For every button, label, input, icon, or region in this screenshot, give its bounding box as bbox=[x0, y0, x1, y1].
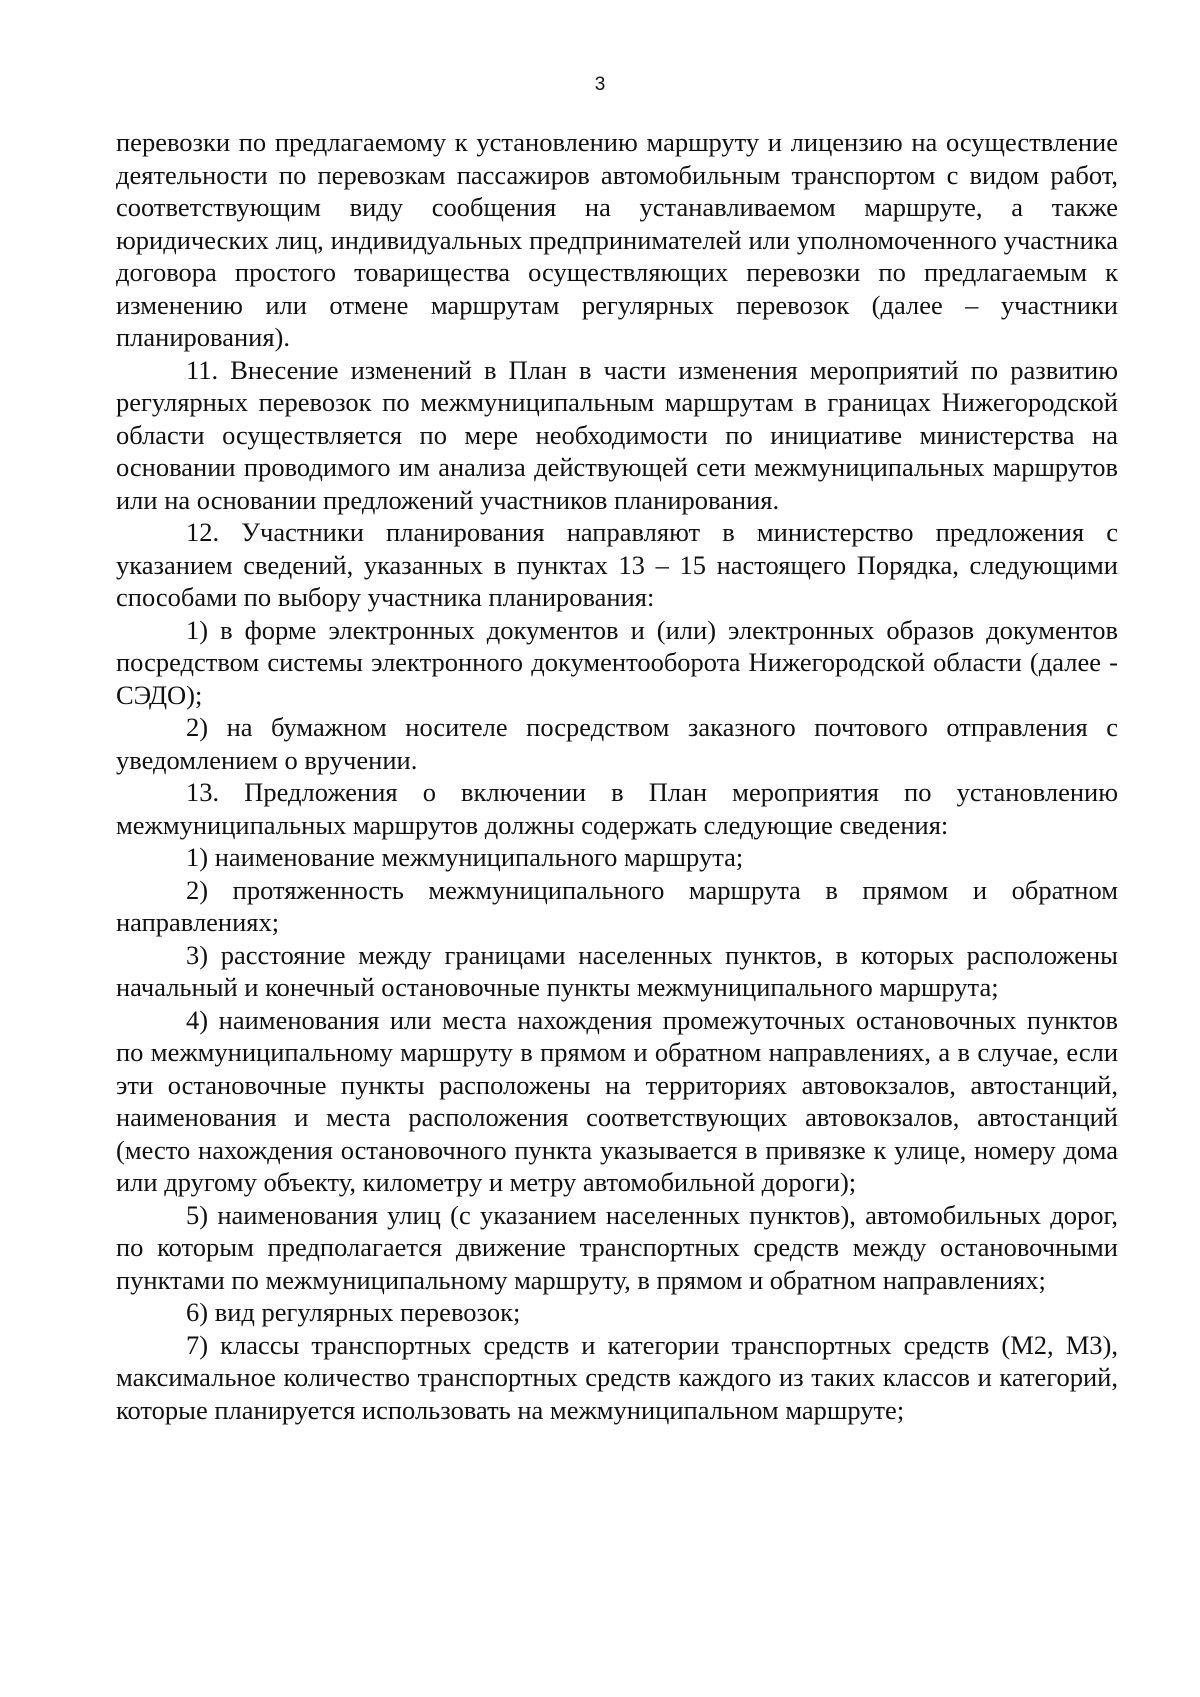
paragraph-item-13: 13. Предложения о включении в План мероприятия по установлению межмуниципальных маршрутов должны содержать следующие сведения: bbox=[116, 777, 1118, 840]
paragraph-item-13-7: 7) классы транспортных средств и категории транспортных средств (М2, М3), максимальное количество транспортных средств каждого из таких классов и категорий, которые планируется использовать на межмуниципальном маршруте; bbox=[116, 1329, 1118, 1425]
paragraph-item-12-1: 1) в форме электронных документов и (или) электронных образов документов посредством системы электронного документооборота Нижегородской области (далее - СЭДО); bbox=[116, 614, 1118, 710]
paragraph-continuation: перевозки по предлагаемому к установлению маршруту и лицензию на осуществление деятельности по перевозкам пассажиров автомобильным транспортом с видом работ, соответствующим виду сообщения на устанавливаемом маршруте, а также юридических лиц, индивидуальных предпринимателей или уполномоченного участника договора простого товарищества осуществляющих перевозки по предлагаемым к изменению или отмене маршрутам регулярных перевозок (далее – участники планирования). bbox=[116, 127, 1118, 352]
paragraph-item-13-1: 1) наименование межмуниципального маршрута; bbox=[186, 842, 744, 872]
page-number: 3 bbox=[594, 74, 606, 95]
paragraph-item-13-3: 3) расстояние между границами населенных пунктов, в которых расположены начальный и конечный остановочные пункты межмуниципального маршрута; bbox=[116, 939, 1118, 1002]
document-body bbox=[116, 126, 1118, 1426]
paragraph-item-13-5: 5) наименования улиц (с указанием населенных пунктов), автомобильных дорог, по которым предполагается движение транспортных средств между остановочными пунктами по межмуниципальному маршруту, в прямом и обратном направлениях; bbox=[116, 1199, 1118, 1295]
paragraph-item-12-2: 2) на бумажном носителе посредством заказного почтового отправления с уведомлением о вручении. bbox=[116, 712, 1118, 775]
paragraph-item-13-6: 6) вид регулярных перевозок; bbox=[186, 1297, 521, 1327]
paragraph-item-12: 12. Участники планирования направляют в министерство предложения с указанием сведений, указанных в пунктах 13 – 15 настоящего Порядка, следующими способами по выбору участника планирования: bbox=[116, 517, 1118, 612]
paragraph-item-13-4: 4) наименования или места нахождения промежуточных остановочных пунктов по межмуниципальному маршруту в прямом и обратном направлениях, а в случае, если эти остановочные пункты расположены на территориях автовокзалов, автостанций, наименования и места расположения соответствующих автовокзалов, автостанций (место нахождения остановочного пункта указывается в привязке к улице, номеру дома или другому объекту, километру и метру автомобильной дороги); bbox=[116, 1004, 1118, 1197]
paragraph-item-13-2: 2) протяженность межмуниципального маршрута в прямом и обратном направлениях; bbox=[116, 874, 1118, 937]
paragraph-item-11: 11. Внесение изменений в План в части изменения мероприятий по развитию регулярных перевозок по межмуниципальным маршрутам в границах Нижегородской области осуществляется по мере необходимости по инициативе министерства на основании проводимого им анализа действующей сети межмуниципальных маршрутов или на основании предложений участников планирования. bbox=[116, 354, 1118, 515]
